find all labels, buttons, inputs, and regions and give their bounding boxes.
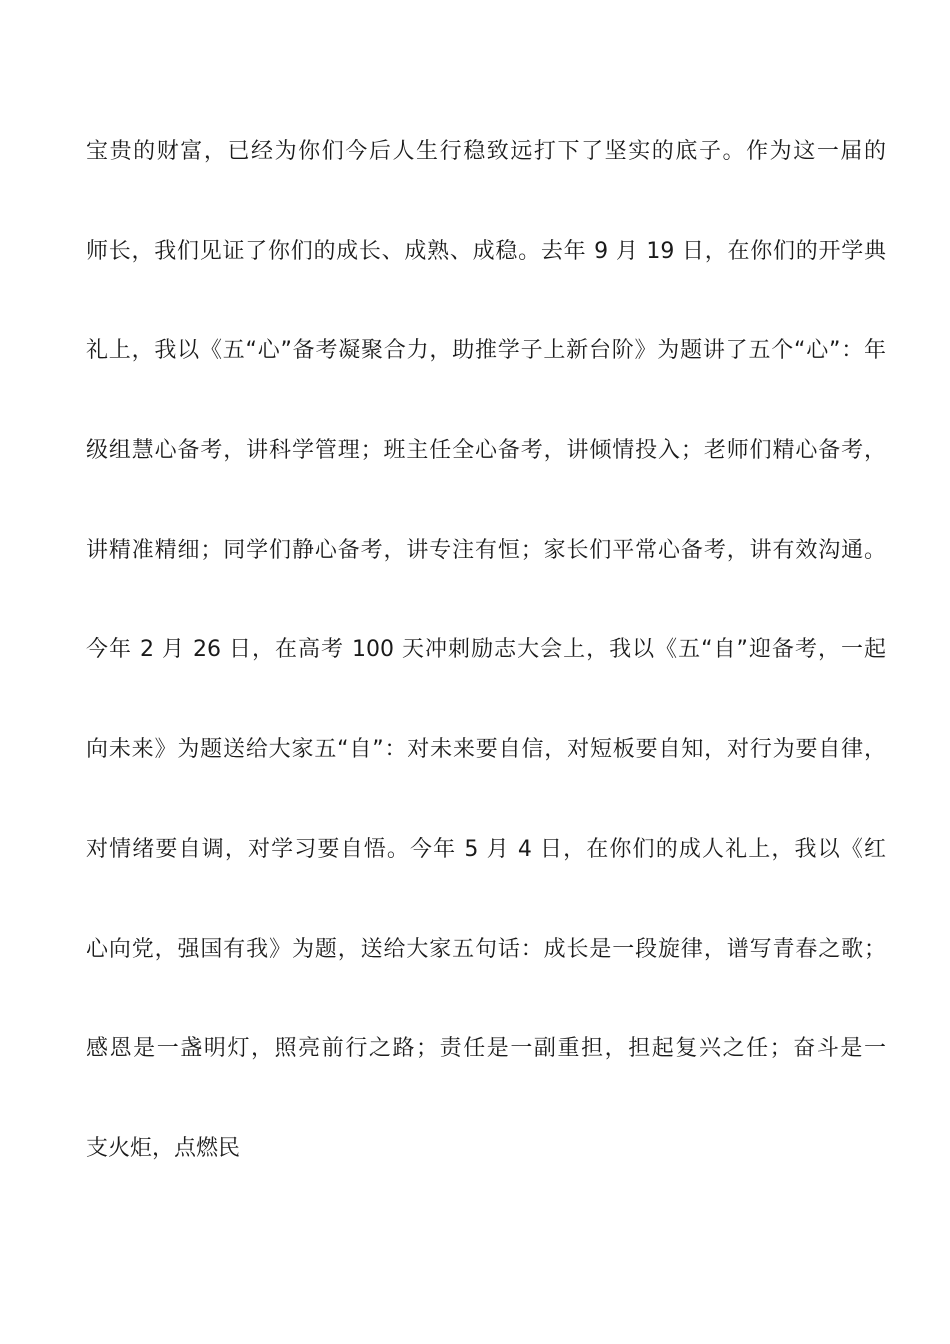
text-line: 宝贵的财富，已经为你们今后人生行稳致远打下了坚实的底子。作为这一届的 bbox=[86, 139, 886, 164]
text-line-last: 支火炬，点燃民 bbox=[86, 1135, 241, 1161]
text-line: 讲精准精细；同学们静心备考，讲专注有恒；家长们平常心备考，讲有效沟通。 bbox=[86, 537, 886, 563]
text-line: 对情绪要自调，对学习要自悟。今年 5 月 4 日，在你们的成人礼上，我以《红 bbox=[86, 836, 886, 862]
text-line: 感恩是一盏明灯，照亮前行之路；责任是一副重担，担起复兴之任；奋斗是一 bbox=[86, 1036, 886, 1062]
body-text bbox=[86, 126, 886, 1223]
text-line: 师长，我们见证了你们的成长、成熟、成稳。去年 9 月 19 日，在你们的开学典 bbox=[86, 238, 886, 264]
text-line: 心向党，强国有我》为题，送给大家五句话：成长是一段旋律，谱写青春之歌； bbox=[86, 936, 886, 962]
text-line: 向未来》为题送给大家五“自”：对未来要自信，对短板要自知，对行为要自律， bbox=[86, 737, 886, 763]
text-line: 今年 2 月 26 日，在高考 100 天冲刺励志大会上，我以《五“自”迎备考，一起 bbox=[86, 637, 886, 663]
text-line: 级组慧心备考，讲科学管理；班主任全心备考，讲倾情投入；老师们精心备考， bbox=[86, 438, 886, 464]
text-line: 礼上，我以《五“心”备考凝聚合力，助推学子上新台阶》为题讲了五个“心”：年 bbox=[86, 338, 886, 364]
